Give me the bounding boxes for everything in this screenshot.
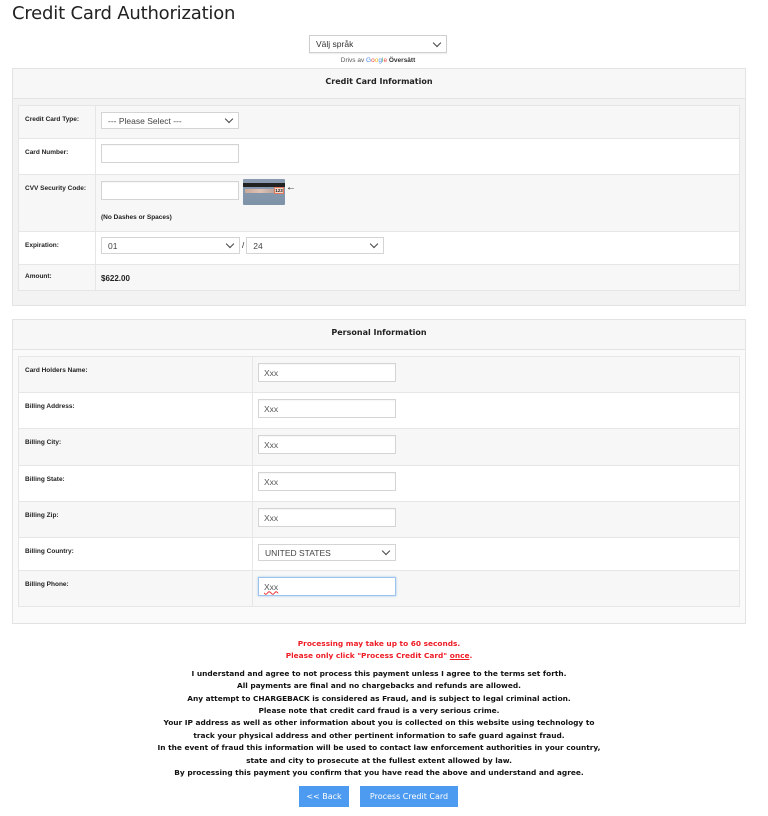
- billing-address-label: Billing Address:: [19, 393, 253, 429]
- terms-line: track your physical address and other pertinent information to safe guard against fraud.: [193, 730, 565, 740]
- personal-info-panel: [12, 319, 746, 624]
- language-select[interactable]: [309, 35, 447, 53]
- terms-line: state and city to prosecute at the fullest extent allowed by law.: [246, 755, 512, 765]
- expiration-month-select[interactable]: 01: [101, 237, 240, 254]
- terms-line: Any attempt to CHARGEBACK is considered as Fraud, and is subject to legal criminal action.: [187, 693, 571, 703]
- billing-state-row: [19, 466, 740, 502]
- chevron-down-icon: [226, 240, 234, 248]
- expiration-separator: /: [242, 241, 245, 250]
- cvv-input[interactable]: [101, 181, 239, 200]
- billing-state-label: Billing State:: [19, 466, 253, 502]
- terms-line: Your IP address as well as other information about you is collected on this website using technology to: [163, 718, 595, 728]
- terms-line: By processing this payment you confirm that you have read the above and understand and agree.: [174, 768, 584, 778]
- cvv-hint: (No Dashes or Spaces): [101, 214, 172, 221]
- chevron-down-icon: [225, 115, 233, 123]
- cvv-card-image: [243, 179, 285, 205]
- billing-zip-label: Billing Zip:: [19, 502, 253, 538]
- credit-card-form: [18, 105, 740, 291]
- expiration-row: [19, 232, 740, 265]
- billing-state-input[interactable]: Xxx: [258, 472, 396, 491]
- expiration-label: Expiration:: [19, 232, 96, 265]
- language-select-value: Välj språk: [316, 39, 354, 49]
- personal-info-heading: Personal Information: [13, 320, 745, 350]
- billing-city-label: Billing City:: [19, 429, 253, 466]
- card-holder-name-label: Card Holders Name:: [19, 357, 253, 393]
- billing-phone-label: Billing Phone:: [19, 571, 253, 607]
- card-type-select[interactable]: --- Please Select ---: [101, 112, 239, 129]
- cvv-label: CVV Security Code:: [19, 175, 96, 232]
- billing-zip-input[interactable]: Xxx: [258, 508, 396, 527]
- amount-value: $622.00: [101, 274, 130, 283]
- card-type-row: [19, 106, 740, 139]
- card-number-label: Card Number:: [19, 139, 96, 175]
- card-holder-name-row: [19, 357, 740, 393]
- billing-address-input[interactable]: Xxx: [258, 399, 396, 418]
- billing-phone-row: [19, 571, 740, 607]
- card-type-label: Credit Card Type:: [19, 106, 96, 139]
- billing-zip-row: [19, 502, 740, 538]
- chevron-down-icon: [433, 38, 441, 46]
- billing-country-select[interactable]: UNITED STATES: [258, 544, 396, 561]
- cvv-sample-code: 123: [275, 188, 283, 193]
- back-button[interactable]: << Back: [299, 786, 349, 807]
- payment-notice: [0, 638, 758, 779]
- arrow-left-icon: ←: [286, 182, 296, 193]
- terms-line: I understand and agree to not process this payment unless I agree to the terms set forth.: [191, 668, 567, 678]
- chevron-down-icon: [370, 240, 378, 248]
- personal-info-form: [18, 356, 740, 607]
- amount-label: Amount:: [19, 265, 96, 291]
- credit-card-heading: Credit Card Information: [13, 69, 745, 99]
- processing-time-warning: Processing may take up to 60 seconds.: [297, 639, 461, 648]
- billing-phone-input[interactable]: Xxx: [258, 577, 396, 596]
- google-logo[interactable]: Google: [366, 57, 388, 64]
- card-holder-name-input[interactable]: Xxx: [258, 363, 396, 382]
- page-title: Credit Card Authorization: [12, 3, 236, 24]
- cvv-row: [19, 175, 740, 232]
- translate-link[interactable]: Översätt: [388, 57, 416, 64]
- chevron-down-icon: [382, 547, 390, 555]
- click-once-warning: Please only click "Process Credit Card" once.: [285, 651, 473, 661]
- process-credit-card-button[interactable]: Process Credit Card: [360, 786, 458, 807]
- card-number-input[interactable]: [101, 144, 239, 163]
- credit-card-panel: [12, 68, 746, 306]
- expiration-year-select[interactable]: 24: [246, 237, 384, 254]
- terms-line: Please note that credit card fraud is a very serious crime.: [258, 706, 500, 716]
- billing-country-label: Billing Country:: [19, 538, 253, 571]
- terms-line: In the event of fraud this information will be used to contact law enforcement authorities in your country,: [157, 743, 601, 753]
- billing-city-row: [19, 429, 740, 466]
- powered-by-google-translate: Drivs av Google Översätt: [340, 57, 416, 64]
- billing-city-input[interactable]: Xxx: [258, 435, 396, 454]
- card-number-row: [19, 139, 740, 175]
- amount-row: [19, 265, 740, 291]
- billing-address-row: [19, 393, 740, 429]
- terms-line: All payments are final and no chargebacks and refunds are allowed.: [237, 681, 521, 691]
- language-select-wrapper: [309, 35, 447, 53]
- billing-country-row: [19, 538, 740, 571]
